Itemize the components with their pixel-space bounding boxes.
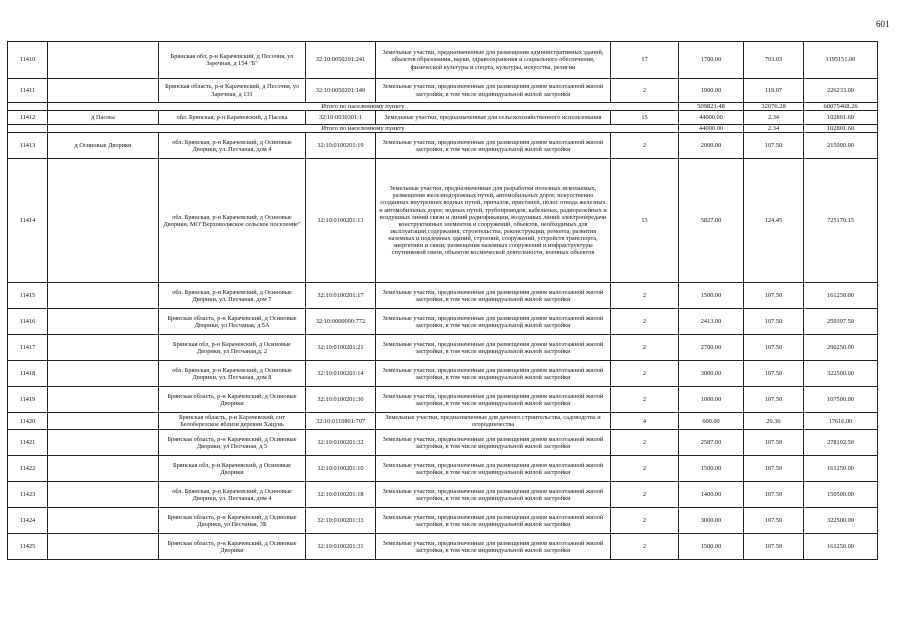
settlement-cell: д Осиновые Дворики bbox=[48, 133, 159, 159]
area-cell: 600.00 bbox=[679, 413, 744, 430]
page-number: 601 bbox=[876, 19, 890, 29]
land-use-cell: Земельные участки, предназначенные для размещения домов малоэтажной жилой застройки, в том числе индивидуальной жилой застройки bbox=[376, 335, 611, 361]
rate-cell: 107.50 bbox=[744, 430, 804, 456]
total-spacer bbox=[8, 103, 48, 111]
value-cell: 150500.00 bbox=[804, 482, 878, 508]
address-cell: обл. Брянская, р-н Карачевский, д Осиновые Дворики, ул. Песчаная, дом 7 bbox=[159, 283, 306, 309]
settlement-cell bbox=[48, 482, 159, 508]
address-cell: Брянская область, р-н Карачевский, д Песочня, ул Заречная, д 131 bbox=[159, 79, 306, 103]
address-cell: Брянская обл, р-н Карачевский, д Песочня, ул Заречная, д 154 "Б" bbox=[159, 42, 306, 79]
group-cell: 2 bbox=[611, 79, 679, 103]
group-cell: 17 bbox=[611, 42, 679, 79]
group-cell: 2 bbox=[611, 482, 679, 508]
cadastral-number-cell: 32:10:0100201:31 bbox=[306, 534, 376, 560]
area-cell: 2700.00 bbox=[679, 335, 744, 361]
address-cell: обл. Брянская, р-н Карачевский, д Осиновые Дворики, ул. Песчаная, дом 4 bbox=[159, 133, 306, 159]
area-cell: 1700.00 bbox=[679, 42, 744, 79]
group-cell: 2 bbox=[611, 456, 679, 482]
area-cell: 2413.00 bbox=[679, 309, 744, 335]
cadastral-number-cell: 32:10:0050201:241 bbox=[306, 42, 376, 79]
area-cell: 1500.00 bbox=[679, 283, 744, 309]
address-cell: Брянская область, р-н Карачевский, д Осиновые Дворики bbox=[159, 534, 306, 560]
area-cell: 1500.00 bbox=[679, 534, 744, 560]
settlement-cell bbox=[48, 42, 159, 79]
table-row bbox=[8, 335, 878, 361]
settlement-cell bbox=[48, 430, 159, 456]
row-number: 11416 bbox=[8, 309, 48, 335]
group-cell: 2 bbox=[611, 309, 679, 335]
group-cell: 2 bbox=[611, 508, 679, 534]
table-row bbox=[8, 534, 878, 560]
row-number: 11411 bbox=[8, 79, 48, 103]
cadastral-number-cell: 32:10:0000000:772 bbox=[306, 309, 376, 335]
cadastral-number-cell: 32:10:0110801:707 bbox=[306, 413, 376, 430]
table-row bbox=[8, 413, 878, 430]
table-row bbox=[8, 79, 878, 103]
cadastral-number-cell: 32:10:0100201:32 bbox=[306, 430, 376, 456]
row-number: 11419 bbox=[8, 387, 48, 413]
settlement-cell: д Пасека bbox=[48, 111, 159, 125]
area-cell: 5827.00 bbox=[679, 159, 744, 283]
total-area: 509821.48 bbox=[679, 103, 744, 111]
land-use-cell: Земельные участки, предназначенные для размещения домов малоэтажной жилой застройки, в том числе индивидуальной жилой застройки bbox=[376, 387, 611, 413]
address-cell: обл. Брянская, р-н Карачевский, д Осиновые Дворики, МО"Верховолжское сельское поселение" bbox=[159, 159, 306, 283]
total-row bbox=[8, 103, 878, 111]
land-use-cell: Земельные участки, предназначенные для размещения домов малоэтажной жилой застройки, в том числе индивидуальной жилой застройки bbox=[376, 534, 611, 560]
group-cell: 2 bbox=[611, 534, 679, 560]
table-row bbox=[8, 159, 878, 283]
row-number: 11410 bbox=[8, 42, 48, 79]
cadastral-number-cell: 32:10:0050201:149 bbox=[306, 79, 376, 103]
value-cell: 290250.00 bbox=[804, 335, 878, 361]
value-cell: 17616.00 bbox=[804, 413, 878, 430]
land-use-cell: Земельные участки, предназначенные для размещения домов малоэтажной жилой застройки, в том числе индивидуальной жилой застройки bbox=[376, 430, 611, 456]
rate-cell: 703.03 bbox=[744, 42, 804, 79]
settlement-cell bbox=[48, 387, 159, 413]
group-cell: 15 bbox=[611, 111, 679, 125]
land-use-cell: Земельные участки, предназначенные для разработки полезных ископаемых, размещения железнодорожных путей, автомобильных дорог, искусственно созданных внутренних водных путей, причалов, пристаней, полос отвода железных и автомобильных дорог, водных путей, трубопроводов, кабельных, радиорелейных и воздушных линий связи и линий радиофикации, воздушных линий электропередачи конструктивных элементов и сооружений, объектов, необходимых для эксплуатации,содержания, строительства, реконструкции, ремонта, развития наземных и подземных зданий, строений, сооружений, устройств транспорта, энергетики и связи; размещения наземных сооружений и инфраструктуры спутниковой связи, объектов космической деятельности, военных объектов bbox=[376, 159, 611, 283]
table-row bbox=[8, 430, 878, 456]
area-cell: 1900.00 bbox=[679, 79, 744, 103]
value-cell: 322500.00 bbox=[804, 361, 878, 387]
address-cell: Брянская область, р-н Карачевский, д Осиновые Дворики, ул Песчаная, 3Б bbox=[159, 508, 306, 534]
table-row bbox=[8, 387, 878, 413]
group-cell: 13 bbox=[611, 159, 679, 283]
cadastral-number-cell: 32:10:0100201:19 bbox=[306, 133, 376, 159]
rate-cell: 107.50 bbox=[744, 361, 804, 387]
land-use-cell: Земельные участки, предназначенные для размещения домов малоэтажной жилой застройки, в том числе индивидуальной жилой застройки bbox=[376, 361, 611, 387]
settlement-cell bbox=[48, 361, 159, 387]
value-cell: 102801.60 bbox=[804, 111, 878, 125]
area-cell: 3000.00 bbox=[679, 361, 744, 387]
rate-cell: 107.50 bbox=[744, 283, 804, 309]
settlement-cell bbox=[48, 413, 159, 430]
rate-cell: 107.50 bbox=[744, 456, 804, 482]
address-cell: Брянская область, р-н Карачевский, снт Белоберезское вблизи деревни Хацунь bbox=[159, 413, 306, 430]
total-label: Итого по населенному пункту bbox=[48, 103, 679, 111]
table-body bbox=[8, 42, 878, 560]
cadastral-value-table bbox=[7, 41, 878, 560]
area-cell: 3000.00 bbox=[679, 508, 744, 534]
row-number: 11413 bbox=[8, 133, 48, 159]
value-cell: 1195151.00 bbox=[804, 42, 878, 79]
value-cell: 215000.00 bbox=[804, 133, 878, 159]
table-row bbox=[8, 482, 878, 508]
total-area: 44000.00 bbox=[679, 125, 744, 133]
table-row bbox=[8, 309, 878, 335]
row-number: 11412 bbox=[8, 111, 48, 125]
cadastral-number-cell: 32:10:0100201:30 bbox=[306, 387, 376, 413]
cadastral-number-cell: 32:10:0100201:17 bbox=[306, 283, 376, 309]
rate-cell: 107.50 bbox=[744, 534, 804, 560]
group-cell: 2 bbox=[611, 361, 679, 387]
land-use-cell: Земельные участки, предназначенные для размещения домов малоэтажной жилой застройки, в том числе индивидуальной жилой застройки bbox=[376, 133, 611, 159]
settlement-cell bbox=[48, 335, 159, 361]
group-cell: 2 bbox=[611, 387, 679, 413]
cadastral-number-cell: 32:10:0100201:13 bbox=[306, 159, 376, 283]
total-spacer bbox=[8, 125, 48, 133]
area-cell: 1500.00 bbox=[679, 456, 744, 482]
value-cell: 161250.00 bbox=[804, 534, 878, 560]
total-label: Итого по населенному пункту bbox=[48, 125, 679, 133]
address-cell: Брянская область, р-н Карачевский, д Осиновые Дворики, ул Песчаная, д 5 bbox=[159, 430, 306, 456]
address-cell: Брянская обл, р-н Карачевский, д Осиновые Дворики, ул Песчаная,д. 2 bbox=[159, 335, 306, 361]
land-use-cell: Земельные участки, предназначенные для размещения домов малоэтажной жилой застройки, в том числе индивидуальной жилой застройки bbox=[376, 283, 611, 309]
rate-cell: 124.45 bbox=[744, 159, 804, 283]
table-row bbox=[8, 283, 878, 309]
settlement-cell bbox=[48, 79, 159, 103]
row-number: 11423 bbox=[8, 482, 48, 508]
address-cell: Брянская область, р-н Карачевский, д Осиновые Дворики, ул Песчаная, д 5А bbox=[159, 309, 306, 335]
settlement-cell bbox=[48, 534, 159, 560]
rate-cell: 107.50 bbox=[744, 482, 804, 508]
total-row bbox=[8, 125, 878, 133]
settlement-cell bbox=[48, 456, 159, 482]
settlement-cell bbox=[48, 159, 159, 283]
cadastral-number-cell: 32:10:0100201:14 bbox=[306, 361, 376, 387]
total-value: 102801.60 bbox=[804, 125, 878, 133]
value-cell: 161250.00 bbox=[804, 283, 878, 309]
rate-cell: 107.50 bbox=[744, 133, 804, 159]
land-use-cell: Земельные участки, предназначенные для сельскохозяйственного использования bbox=[376, 111, 611, 125]
table-row bbox=[8, 133, 878, 159]
land-use-cell: Земельные участки, предназначенные для размещения домов малоэтажной жилой застройки, в том числе индивидуальной жилой застройки bbox=[376, 482, 611, 508]
cadastral-number-cell: 32:10:0100201:21 bbox=[306, 335, 376, 361]
cadastral-number-cell: 32:10:0100201:10 bbox=[306, 456, 376, 482]
group-cell: 2 bbox=[611, 335, 679, 361]
row-number: 11422 bbox=[8, 456, 48, 482]
row-number: 11418 bbox=[8, 361, 48, 387]
land-use-cell: Земельные участки, предназначенные для размещения домов малоэтажной жилой застройки, в том числе индивидуальной жилой застройки bbox=[376, 508, 611, 534]
land-use-cell: Земельные участки, предназначенные для размещения домов малоэтажной жилой застройки, в том числе индивидуальной жилой застройки bbox=[376, 456, 611, 482]
value-cell: 322500.00 bbox=[804, 508, 878, 534]
value-cell: 725170.15 bbox=[804, 159, 878, 283]
table-row bbox=[8, 456, 878, 482]
row-number: 11414 bbox=[8, 159, 48, 283]
land-use-cell: Земельные участки, предназначенные для размещения домов малоэтажной жилой застройки, в том числе индивидуальной жилой застройки bbox=[376, 309, 611, 335]
settlement-cell bbox=[48, 309, 159, 335]
value-cell: 226233.00 bbox=[804, 79, 878, 103]
row-number: 11420 bbox=[8, 413, 48, 430]
rate-cell: 107.50 bbox=[744, 508, 804, 534]
value-cell: 259397.50 bbox=[804, 309, 878, 335]
area-cell: 2000.00 bbox=[679, 133, 744, 159]
total-rate: 32076.28 bbox=[744, 103, 804, 111]
value-cell: 107500.00 bbox=[804, 387, 878, 413]
value-cell: 161250.00 bbox=[804, 456, 878, 482]
rate-cell: 107.50 bbox=[744, 335, 804, 361]
group-cell: 4 bbox=[611, 413, 679, 430]
settlement-cell bbox=[48, 508, 159, 534]
rate-cell: 2.34 bbox=[744, 111, 804, 125]
row-number: 11425 bbox=[8, 534, 48, 560]
land-use-cell: Земельные участки, предназначенные для размещения домов малоэтажной жилой застройки, в том числе индивидуальной жилой застройки bbox=[376, 79, 611, 103]
rate-cell: 29.36 bbox=[744, 413, 804, 430]
land-use-cell: Земельные участки, предназначенные для размещения административных зданий, объектов образования, науки, здравоохранения и социального обеспечения, физической культуры и спорта, культуры, искусства, религии bbox=[376, 42, 611, 79]
area-cell: 44000.00 bbox=[679, 111, 744, 125]
address-cell: Брянская область, р-н Карачевский, д Осиновые Дворики bbox=[159, 387, 306, 413]
group-cell: 2 bbox=[611, 430, 679, 456]
cadastral-number-cell: 32:10:0030301:1 bbox=[306, 111, 376, 125]
row-number: 11424 bbox=[8, 508, 48, 534]
land-use-cell: Земельные участки, предназначенные для дачного строительства, садоводства и огородничества bbox=[376, 413, 611, 430]
group-cell: 2 bbox=[611, 283, 679, 309]
table-row bbox=[8, 361, 878, 387]
row-number: 11417 bbox=[8, 335, 48, 361]
address-cell: Брянская обл, р-н Карачевский, д Осиновые Дворики bbox=[159, 456, 306, 482]
rate-cell: 119.07 bbox=[744, 79, 804, 103]
cadastral-number-cell: 32:10:0100201:33 bbox=[306, 508, 376, 534]
total-rate: 2.34 bbox=[744, 125, 804, 133]
table-row bbox=[8, 42, 878, 79]
row-number: 11415 bbox=[8, 283, 48, 309]
row-number: 11421 bbox=[8, 430, 48, 456]
table-row bbox=[8, 111, 878, 125]
group-cell: 2 bbox=[611, 133, 679, 159]
address-cell: обл. Брянская, р-н Карачевский, д Осиновые Дворики, ул. Песчаная, дом 4 bbox=[159, 482, 306, 508]
total-value: 60075468.26 bbox=[804, 103, 878, 111]
area-cell: 1000.00 bbox=[679, 387, 744, 413]
rate-cell: 107.50 bbox=[744, 309, 804, 335]
settlement-cell bbox=[48, 283, 159, 309]
table-row bbox=[8, 508, 878, 534]
cadastral-number-cell: 32:10:0100201:18 bbox=[306, 482, 376, 508]
address-cell: обл. Брянская, р-н Карачевский, д Осиновые Дворики, ул. Песчаная, дом 8 bbox=[159, 361, 306, 387]
area-cell: 1400.00 bbox=[679, 482, 744, 508]
rate-cell: 107.50 bbox=[744, 387, 804, 413]
area-cell: 2587.00 bbox=[679, 430, 744, 456]
value-cell: 278102.50 bbox=[804, 430, 878, 456]
address-cell: обл. Брянская, р-н Карачевский, д Пасека bbox=[159, 111, 306, 125]
